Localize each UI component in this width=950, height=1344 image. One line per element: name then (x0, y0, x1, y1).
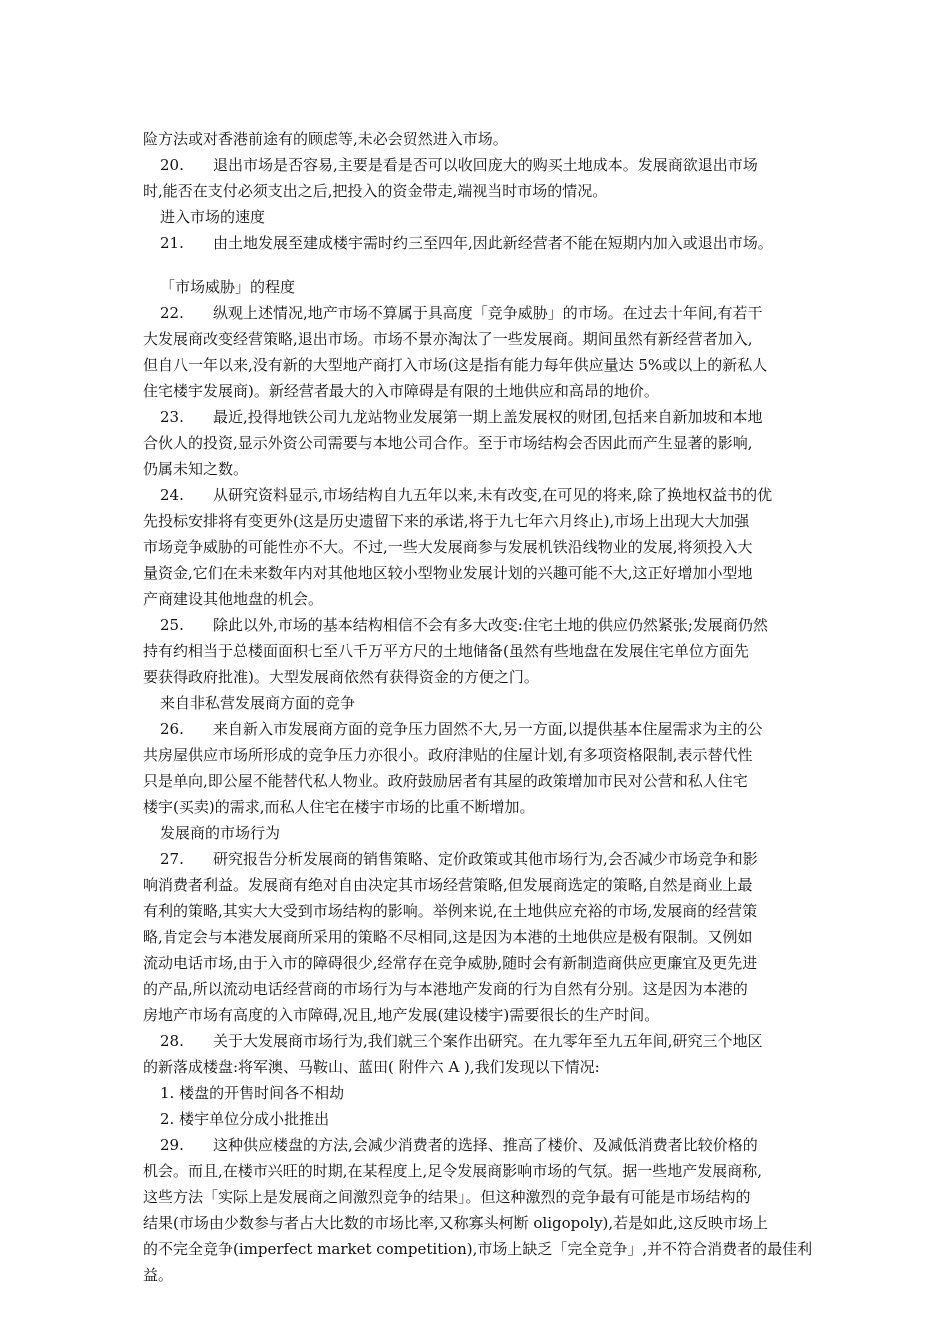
section-heading: 进入市场的速度 (160, 208, 266, 226)
blank-gap (143, 256, 833, 274)
list-item: 2. 楼宇单位分成小批推出 (160, 1110, 330, 1128)
paragraph-21 (143, 230, 833, 256)
text-line: 略,肯定会与本港发展商所采用的策略不尽相同,这是因为本港的土地供应是极有限制。又例如 (143, 928, 753, 946)
text-line: 最近,投得地铁公司九龙站物业发展第一期上盖发展权的财团,包括来自新加坡和本地 (213, 408, 763, 426)
text-line: 这种供应楼盘的方法,会减少消费者的选择、推高了楼价、及减低消费者比较价格的 (213, 1136, 758, 1154)
section-heading: 发展商的市场行为 (160, 824, 281, 842)
text-line: 的不完全竞争(imperfect market competition),市场上缺乏「完全竞争」,并不符合消费者的最佳利 (143, 1240, 813, 1258)
text-line: 来自新入市发展商方面的竞争压力固然不大,另一方面,以提供基本住屋需求为主的公 (213, 720, 763, 738)
text-line: 合伙人的投资,显示外资公司需要与本地公司合作。至于市场结构会否因此而产生显著的影响, (143, 434, 753, 452)
paragraph-25 (143, 612, 833, 690)
text-line: 楼宇(买卖)的需求,而私人住宅在楼宇市场的比重不断增加。 (143, 798, 535, 816)
text-line: 关于大发展商市场行为,我们就三个案作出研究。在九零年至九五年间,研究三个地区 (213, 1032, 763, 1050)
text-line: 共房屋供应市场所形成的竞争压力亦很小。政府津贴的住屋计划,有多项资格限制,表示替代性 (143, 746, 753, 764)
section-heading: 「市场威胁」的程度 (160, 278, 296, 296)
paragraph-number: 29. (160, 1136, 184, 1154)
paragraph-number: 26. (160, 720, 184, 738)
text-line: 产商建设其他地盘的机会。 (143, 590, 324, 608)
paragraph-23 (143, 404, 833, 482)
paragraph-28 (143, 1028, 833, 1080)
text-line: 时,能否在支付必须支出之后,把投入的资金带走,端视当时市场的情况。 (143, 182, 608, 200)
text-line: 流动电话市场,由于入市的障碍很少,经常存在竞争威胁,随时会有新制造商供应更廉宜及更先进 (143, 954, 758, 972)
text-line: 险方法或对香港前途有的顾虑等,未必会贸然进入市场。 (143, 130, 508, 148)
paragraph-number: 22. (160, 304, 184, 322)
text-line: 市场竞争威胁的可能性亦不大。不过,一些大发展商参与发展机铁沿线物业的发展,将须投入大 (143, 538, 753, 556)
text-line: 要获得政府批准)。大型发展商依然有获得资金的方便之门。 (143, 668, 539, 686)
text-line: 住宅楼宇发展商)。新经营者最大的入市障碍是有限的土地供应和高昂的地价。 (143, 382, 659, 400)
paragraph-24 (143, 482, 833, 612)
paragraph-number: 27. (160, 850, 184, 868)
paragraph-26 (143, 716, 833, 820)
paragraph-number: 23. (160, 408, 184, 426)
paragraph-number: 20. (160, 156, 184, 174)
list-item: 1. 楼盘的开售时间各不相劫 (160, 1084, 345, 1102)
text-line: 纵观上述情况,地产市场不算属于具高度「竞争威胁」的市场。在过去十年间,有若干 (213, 304, 763, 322)
text-line: 的新落成楼盘:将军澳、马鞍山、蓝田( 附件六 A ),我们发现以下情况: (143, 1058, 600, 1076)
text-line: 大发展商改变经营策略,退出市场。市场不景亦淘汰了一些发展商。期间虽然有新经营者加入, (143, 330, 753, 348)
text-line: 机会。而且,在楼市兴旺的时期,在某程度上,足令发展商影响市场的气氛。据一些地产发展商称, (143, 1162, 763, 1180)
text-line: 量资金,它们在未来数年内对其他地区较小型物业发展计划的兴趣可能不大,这正好增加小型地 (143, 564, 753, 582)
text-line: 先投标安排将有变更外(这是历史遗留下来的承诺,将于九七年六月终止),市场上出现大大加强 (143, 512, 750, 530)
paragraph-number: 21. (160, 234, 184, 252)
text-line: 这些方法「实际上是发展商之间激烈竞争的结果」。但这种激烈的竞争最有可能是市场结构的 (143, 1188, 751, 1206)
text-line: 益。 (143, 1266, 174, 1284)
text-line: 房地产市场有高度的入市障碍,况且,地产发展(建设楼宇)需要很长的生产时间。 (143, 1006, 660, 1024)
text-line: 从研究资料显示,市场结构自九五年以来,未有改变,在可见的将来,除了换地权益书的优 (213, 486, 773, 504)
paragraph-22 (143, 300, 833, 404)
text-line: 仍属未知之数。 (143, 460, 249, 478)
text-line: 持有约相当于总楼面面积七至八千万平方尺的土地储备(虽然有些地盘在发展住宅单位方面先 (143, 642, 749, 660)
paragraph-number: 24. (160, 486, 184, 504)
paragraph-27 (143, 846, 833, 1028)
text-line: 由土地发展至建成楼宇需时约三至四年,因此新经营者不能在短期内加入或退出市场。 (213, 234, 773, 252)
text-line: 退出市场是否容易,主要是看是否可以收回庞大的购买土地成本。发展商欲退出市场 (213, 156, 758, 174)
text-line: 有利的策略,其实大大受到市场结构的影响。举例来说,在土地供应充裕的市场,发展商的经营策 (143, 902, 758, 920)
text-line: 但自八一年以来,没有新的大型地产商打入市场(这是指有能力每年供应量达 5%或以上的新私人 (143, 356, 768, 374)
paragraph-20 (143, 152, 833, 204)
text-line: 只是单向,即公屋不能替代私人物业。政府鼓励居者有其屋的政策增加市民对公营和私人住宅 (143, 772, 748, 790)
text-line: 研究报告分析发展商的销售策略、定价政策或其他市场行为,会否减少市场竞争和影 (213, 850, 758, 868)
section-heading: 来自非私营发展商方面的竞争 (160, 694, 356, 712)
paragraph-29 (143, 1132, 833, 1288)
document-body (143, 126, 833, 1288)
paragraph-number: 28. (160, 1032, 184, 1050)
text-line: 除此以外,市场的基本结构相信不会有多大改变:住宅土地的供应仍然紧张;发展商仍然 (213, 616, 768, 634)
text-line: 响消费者利益。发展商有绝对自由决定其市场经营策略,但发展商选定的策略,自然是商业上最 (143, 876, 753, 894)
paragraph-number: 25. (160, 616, 184, 634)
text-line: 的产品,所以流动电话经营商的市场行为与本港地产发商的行为自然有分别。这是因为本港的 (143, 980, 748, 998)
text-line: 结果(市场由少数参与者占大比数的市场比率,又称寡头柯断 oligopoly),若是如此,这反映市场上 (143, 1214, 768, 1232)
